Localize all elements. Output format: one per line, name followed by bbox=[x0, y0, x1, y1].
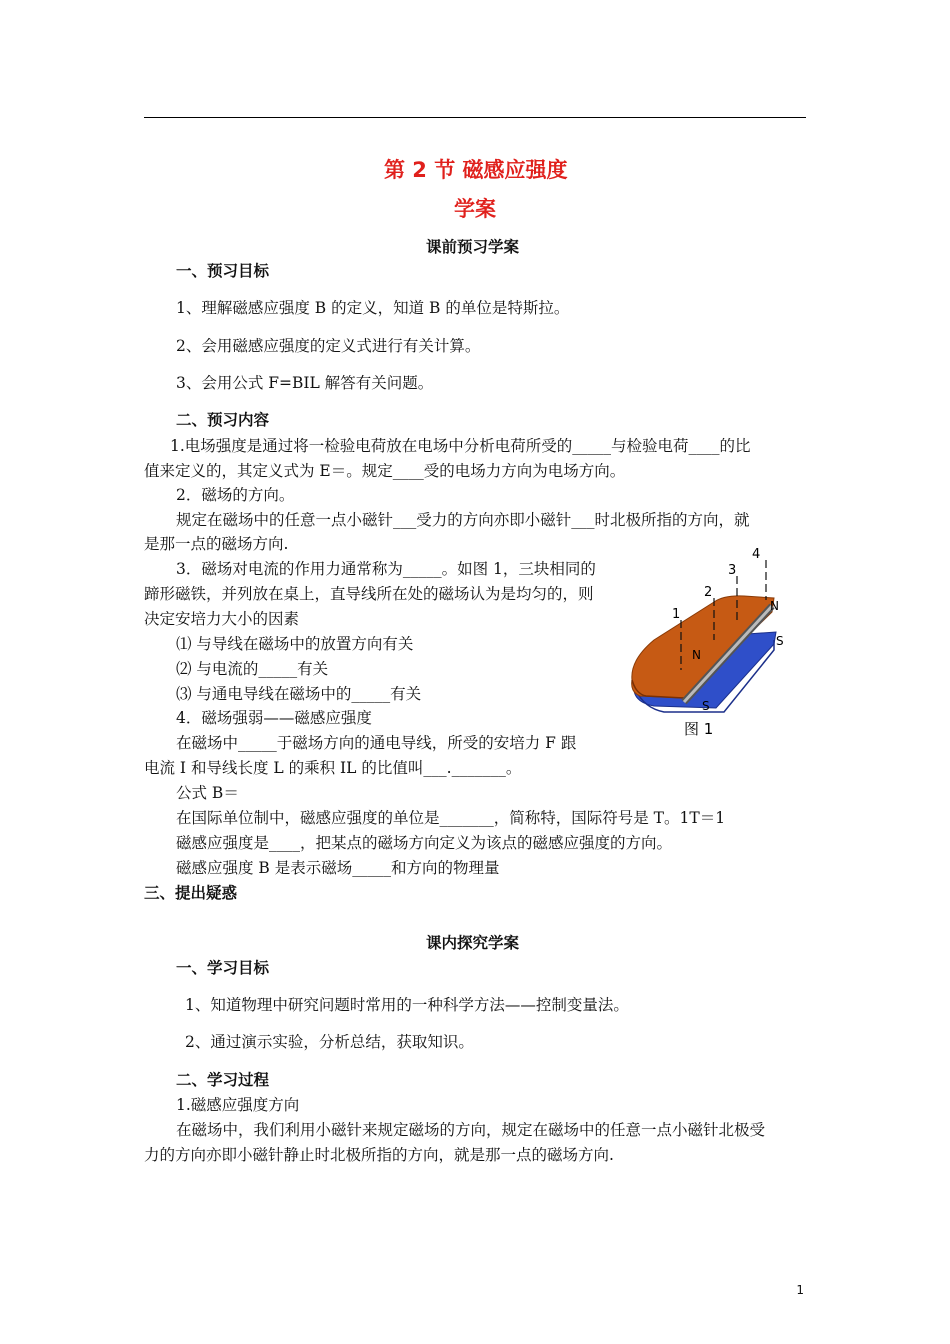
content-line: 力的方向亦即小磁针静止时北极所指的方向，就是那一点的磁场方向. bbox=[144, 1146, 614, 1164]
figure-label: N bbox=[770, 599, 779, 613]
content-line: 公式 B＝ bbox=[176, 784, 239, 802]
section-heading: 一、学习目标 bbox=[176, 959, 270, 977]
content-line: 是那一点的磁场方向. bbox=[144, 535, 289, 553]
content-line: ⑶ 与通电导线在磁场中的_____有关 bbox=[176, 685, 422, 703]
part2-heading: 课内探究学案 bbox=[426, 934, 520, 952]
figure-label: S bbox=[776, 634, 784, 648]
page-subtitle: 学案 bbox=[454, 197, 496, 221]
objective-item: 3、会用公式 F=BIL 解答有关问题。 bbox=[176, 374, 434, 392]
objective-item: 1、理解磁感应强度 B 的定义，知道 B 的单位是特斯拉。 bbox=[176, 299, 570, 317]
page-number: 1 bbox=[796, 1283, 804, 1297]
section-heading: 二、预习内容 bbox=[176, 411, 270, 429]
content-line: 在国际单位制中，磁感应强度的单位是_______，简称特，国际符号是 T。1T＝1 bbox=[176, 809, 726, 827]
objective-item: 2、通过演示实验，分析总结，获取知识。 bbox=[185, 1033, 474, 1051]
header-rule bbox=[144, 117, 806, 118]
content-line: 在磁场中_____于磁场方向的通电导线，所受的安培力 F 跟 bbox=[176, 734, 577, 752]
section-heading: 二、学习过程 bbox=[176, 1071, 270, 1089]
figure-label: 2 bbox=[704, 585, 713, 600]
content-line: 在磁场中，我们利用小磁针来规定磁场的方向，规定在磁场中的任意一点小磁针北极受 bbox=[176, 1121, 766, 1139]
magnet-figure bbox=[624, 540, 824, 740]
objective-item: 1、知道物理中研究问题时常用的一种科学方法——控制变量法。 bbox=[185, 996, 629, 1014]
content-line: 3．磁场对电流的作用力通常称为_____。如图 1，三块相同的 bbox=[176, 560, 596, 578]
content-line: 规定在磁场中的任意一点小磁针___受力的方向亦即小磁针___时北极所指的方向，就 bbox=[176, 511, 750, 529]
content-line: ⑴ 与导线在磁场中的放置方向有关 bbox=[176, 635, 414, 653]
content-line: 电流 I 和导线长度 L 的乘积 IL 的比值叫___._______。 bbox=[144, 759, 522, 777]
section-heading: 三、提出疑惑 bbox=[144, 884, 238, 902]
part1-heading: 课前预习学案 bbox=[426, 238, 520, 256]
figure-label: 3 bbox=[728, 563, 737, 578]
figure-label: 1 bbox=[672, 607, 681, 622]
content-line: 蹄形磁铁，并列放在桌上，直导线所在处的磁场认为是均匀的，则 bbox=[144, 585, 594, 603]
content-line: ⑵ 与电流的_____有关 bbox=[176, 660, 329, 678]
section-heading: 一、预习目标 bbox=[176, 262, 270, 280]
content-line: 磁感应强度 B 是表示磁场_____和方向的物理量 bbox=[176, 859, 500, 877]
page-title: 第 2 节 磁感应强度 bbox=[384, 158, 568, 182]
figure-label: N bbox=[692, 648, 701, 662]
content-line: 2．磁场的方向。 bbox=[176, 486, 295, 504]
objective-item: 2、会用磁感应强度的定义式进行有关计算。 bbox=[176, 337, 481, 355]
content-line: 决定安培力大小的因素 bbox=[144, 610, 300, 628]
figure-label: 4 bbox=[752, 547, 761, 562]
content-line: 4．磁场强弱——磁感应强度 bbox=[176, 709, 372, 727]
content-line: 1.电场强度是通过将一检验电荷放在电场中分析电荷所受的_____与检验电荷____的比 bbox=[170, 437, 751, 455]
figure-caption: 图 1 bbox=[684, 720, 714, 738]
content-line: 磁感应强度是____，把某点的磁场方向定义为该点的磁感应强度的方向。 bbox=[176, 834, 673, 852]
content-line: 1.磁感应强度方向 bbox=[176, 1096, 300, 1114]
content-line: 值来定义的，其定义式为 E＝。规定____受的电场力方向为电场方向。 bbox=[144, 462, 626, 480]
figure-label: S bbox=[702, 699, 710, 713]
